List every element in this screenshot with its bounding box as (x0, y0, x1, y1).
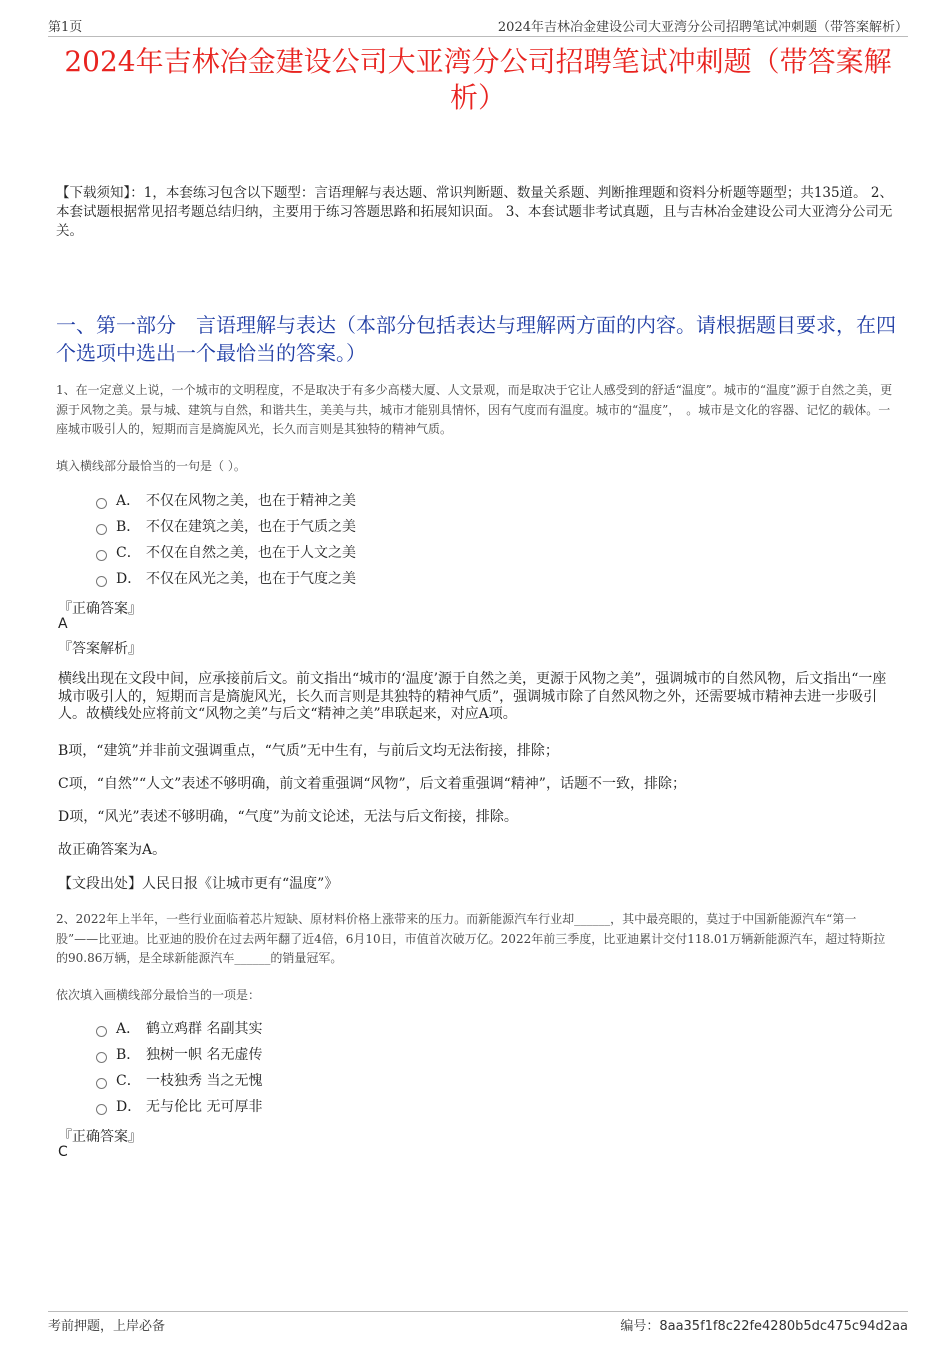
question-1-analysis-label: 『答案解析』 (58, 641, 142, 657)
footer-code (620, 1315, 908, 1334)
question-2-prompt: 依次填入画横线部分最恰当的一项是： (56, 988, 261, 1002)
radio-icon[interactable] (96, 576, 107, 587)
question-1-analysis-b: B项，“建筑”并非前文强调重点，“气质”无中生有，与前后文均无法衔接，排除； (58, 743, 559, 759)
question-1-analysis-main: 横线出现在文段中间，应承接前后文。前文指出“城市的‘温度’源于自然之美，更源于风物之美”，强调城市的自然风物，后文指出“一座城市吸引人的，短期而言是旖旎风光，长久而言则是其独特的精神气质”，强调城市除了自然风物之外，还需要城市精神去进一步吸引人。故横线处应将前文“风物之美”与后文“精神之美”串联起来，对应A项。 (58, 671, 887, 722)
page-footer (48, 1311, 908, 1334)
question-1-option-a[interactable]: A． 不仅在风物之美，也在于精神之美 (96, 490, 356, 510)
radio-icon[interactable] (96, 1026, 107, 1037)
question-1-option-d[interactable]: D． 不仅在风光之美，也在于气度之美 (96, 568, 356, 588)
radio-icon[interactable] (96, 524, 107, 535)
footer-code-label: 编号： (620, 1319, 660, 1334)
page-number: 第1页 (48, 20, 83, 35)
radio-icon[interactable] (96, 498, 107, 509)
question-1-prompt: 填入横线部分最恰当的一句是（ ）。 (56, 459, 246, 473)
footer-slogan: 考前押题，上岸必备 (48, 1319, 166, 1334)
question-2-option-a[interactable]: A． 鹤立鸡群 名副其实 (96, 1018, 262, 1038)
page-header (48, 14, 908, 37)
question-2-option-c[interactable]: C． 一枝独秀 当之无愧 (96, 1070, 262, 1090)
radio-icon[interactable] (96, 550, 107, 561)
question-2-option-b[interactable]: B． 独树一帜 名无虚传 (96, 1044, 262, 1064)
question-2-option-d[interactable]: D． 无与伦比 无可厚非 (96, 1096, 262, 1116)
question-1-option-b[interactable]: B． 不仅在建筑之美，也在于气质之美 (96, 516, 356, 536)
question-1-source: 【文段出处】人民日报《让城市更有“温度”》 (58, 876, 339, 892)
question-1-option-c[interactable]: C． 不仅在自然之美，也在于人文之美 (96, 542, 356, 562)
question-1-analysis-conclusion: 故正确答案为A。 (58, 842, 167, 858)
question-1-analysis-c: C项，“自然”“人文”表述不够明确，前文着重强调“风物”，后文着重强调“精神”，话题不一致，排除； (58, 776, 686, 792)
document-title: 2024年吉林冶金建设公司大亚湾分公司招聘笔试冲刺题（带答案解析） (64, 45, 892, 114)
question-2-answer: C (58, 1144, 68, 1160)
radio-icon[interactable] (96, 1104, 107, 1115)
question-1-text: 1、在一定意义上说，一个城市的文明程度，不是取决于有多少高楼大厦、人文景观，而是取决于它让人感受到的舒适“温度”。城市的“温度”源于自然之美，更源于风物之美。景与城、建筑与自然，和谐共生，美美与共，城市才能别具情怀，因有气度而有温度。城市的“温度”， 。城市是文化的容器、记忆的载体。一座城市吸引人的，短期而言是旖旎风光，长久而言则是其独特的精神气质。 (56, 383, 893, 436)
question-1-answer: A (58, 616, 68, 632)
radio-icon[interactable] (96, 1052, 107, 1063)
question-2-text: 2、2022年上半年，一些行业面临着芯片短缺、原材料价格上涨带来的压力。而新能源汽车行业却______，其中最亮眼的，莫过于中国新能源汽车“第一股”——比亚迪。比亚迪的股价在过去两年翻了近4倍，6月10日，市值首次破万亿。2022年前三季度，比亚迪累计交付118.01万辆新能源汽车，超过特斯拉的90.86万辆，是全球新能源汽车______的销量冠军。 (56, 912, 886, 965)
question-1-answer-label: 『正确答案』 (58, 601, 142, 617)
footer-code-value: 8aa35f1f8c22fe4280b5dc475c94d2aa (659, 1319, 908, 1334)
question-1-analysis-d: D项，“风光”表述不够明确，“气度”为前文论述，无法与后文衔接，排除。 (58, 809, 518, 825)
radio-icon[interactable] (96, 1078, 107, 1089)
section-heading: 一、第一部分 言语理解与表达（本部分包括表达与理解两方面的内容。请根据题目要求，在四个选项中选出一个最恰当的答案。） (56, 313, 896, 365)
download-notice: 【下载须知】：1，本套练习包含以下题型：言语理解与表达题、常识判断题、数量关系题、判断推理题和资料分析题等题型；共135道。 2、本套试题根据常见招考题总结归纳，主要用于练习答题思路和拓展知识面。 3、本套试题非考试真题，且与吉林冶金建设公司大亚湾分公司无关。 (56, 185, 893, 239)
question-2-answer-label: 『正确答案』 (58, 1129, 142, 1145)
header-doc-title: 2024年吉林冶金建设公司大亚湾分公司招聘笔试冲刺题（带答案解析） (497, 20, 908, 35)
